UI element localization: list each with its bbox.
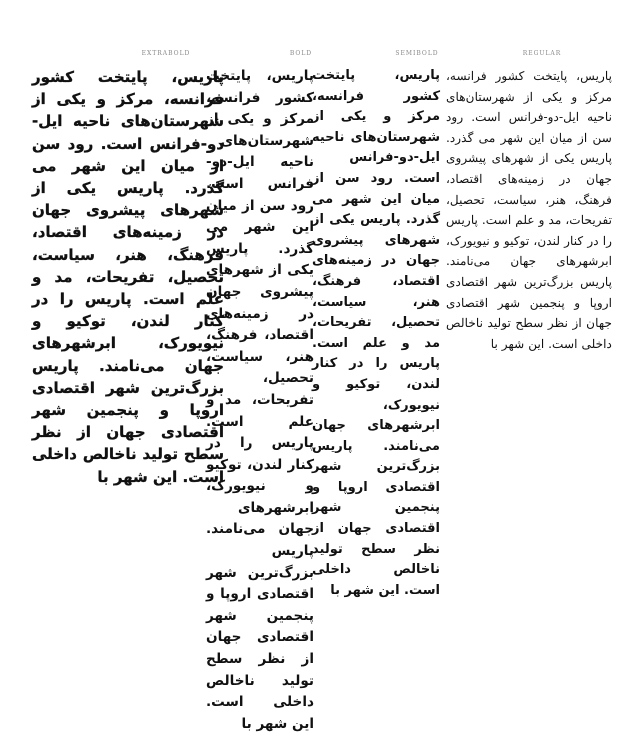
- paragraph-semibold: پاریس، پایتخت کشور فرانسه، مرکز و یکی از شهرستان‌های ناحیه ایل-دو-فرانس است. رود سن از میان این شهر می گذرد. پاریس یکی از شهرهای پیشروی جهان در زمینه‌های اقتصاد، فرهنگ، هنر، سیاست، تحصیل، تفریحات، مد و علم است. پاریس را در کنار لندن، توکیو و نیویورک، ابرشهرهای جهان می‌نامند. پاریس بزرگ‌ترین شهر اقتصادی اروپا و پنجمین شهر اقتصادی جهان از نظر سطح تولید ناخالص داخلی است. این شهر با: [312, 68, 440, 598]
- paragraph-bold: پاریس، پایتخت کشور فرانسه، مرکز و یکی از شهرستان‌های ناحیه ایل-دو-فرانس است. رود سن از میان این شهر می گذرد. پاریس یکی از شهرهای پیشروی جهان در زمینه‌های اقتصاد، فرهنگ، هنر، سیاست، تحصیل، تفریحات، مد و علم است. پاریس را در کنار لندن، توکیو و نیویورک، ابرشهرهای جهان می‌نامند. پاریس بزرگ‌ترین شهر اقتصادی اروپا و پنجمین شهر اقتصادی جهان از نظر سطح تولید ناخالص داخلی است. این شهر با: [206, 68, 314, 732]
- paragraph-regular: پاریس، پایتخت کشور فرانسه، مرکز و یکی از شهرستان‌های ناحیه ایل-دو-فرانس است. رود سن از میان این شهر می گذرد. پاریس یکی از شهرهای پیشروی جهان در زمینه‌های اقتصاد، فرهنگ، هنر، سیاست، تحصیل، تفریحات، مد و علم است. پاریس را در کنار لندن، توکیو و نیویورک، ابرشهرهای جهان می‌نامند. پاریس بزرگ‌ترین شهر اقتصادی اروپا و پنجمین شهر اقتصادی جهان از نظر سطح تولید ناخالص داخلی است. این شهر با: [446, 69, 612, 351]
- text-column-extrabold: [32, 66, 224, 486]
- label-extrabold: EXTRABOLD: [141, 50, 191, 57]
- label-semibold: SEMIBOLD: [395, 50, 439, 57]
- paragraph-extrabold: پاریس، پایتخت کشور فرانسه، مرکز و یکی از شهرستان‌های ناحیه ایل-دو-فرانس است. رود سن از میان این شهر می گذرد. پاریس یکی از شهرهای پیشروی جهان در زمینه‌های اقتصاد، فرهنگ، هنر، سیاست، تحصیل، تفریحات، مد و علم است. پاریس را در کنار لندن، توکیو و نیویورک، ابرشهرهای جهان می‌نامند. پاریس بزرگ‌ترین شهر اقتصادی اروپا و پنجمین شهر اقتصادی جهان از نظر سطح تولید ناخالص داخلی است. این شهر با: [32, 68, 224, 486]
- label-regular: REGULAR: [522, 50, 562, 57]
- text-column-semibold: [312, 66, 440, 598]
- label-bold: BOLD: [289, 50, 313, 57]
- text-column-regular: [446, 66, 612, 426]
